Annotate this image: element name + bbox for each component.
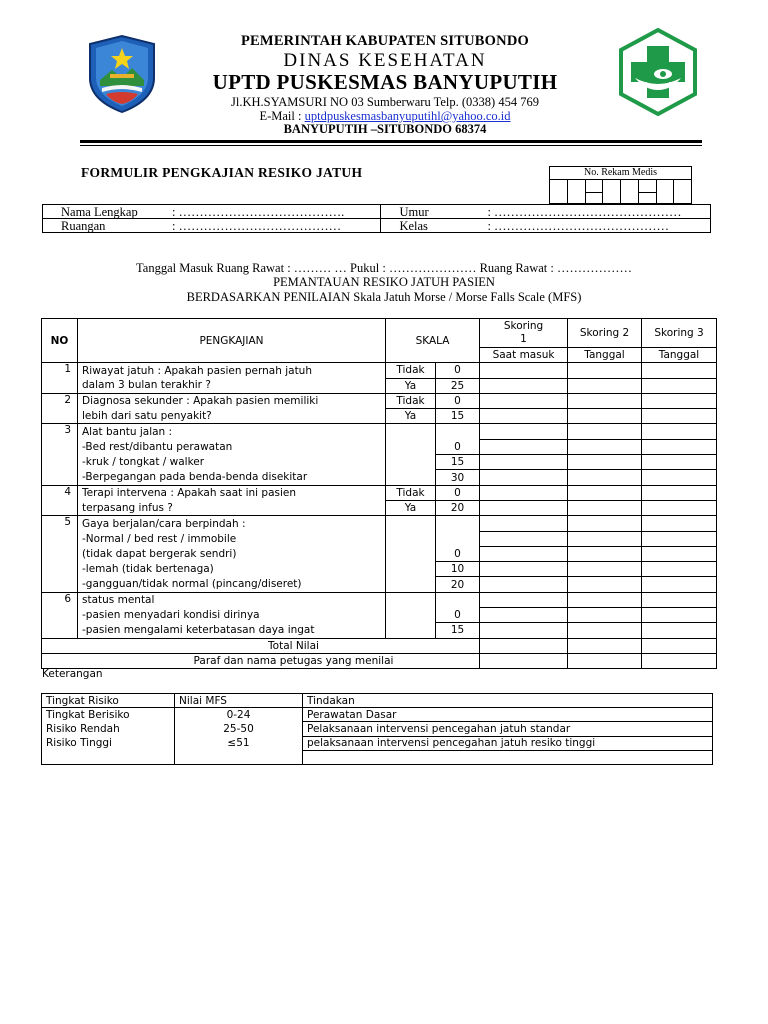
patient-name-value: : …………………………………. xyxy=(172,204,345,219)
email-link[interactable]: uptdpuskesmasbanyuputihl@yahoo.co.id xyxy=(304,109,511,123)
item-number: 4 xyxy=(42,485,78,516)
regency-crest-icon xyxy=(84,34,160,114)
signature-label: Paraf dan nama petugas yang menilai xyxy=(42,653,480,668)
score-cell[interactable] xyxy=(568,485,642,500)
score-cell[interactable] xyxy=(480,470,568,485)
table-row xyxy=(42,623,717,638)
scale-value: 30 xyxy=(436,470,480,485)
risk-level: Risiko Rendah xyxy=(42,722,175,736)
score-cell[interactable] xyxy=(642,562,717,577)
medical-record-digit[interactable] xyxy=(603,180,621,203)
scale-value: 20 xyxy=(436,577,480,592)
score-cell[interactable] xyxy=(642,470,717,485)
patient-age-field[interactable] xyxy=(381,205,711,219)
score-cell[interactable] xyxy=(480,500,568,515)
column-score-1-line-b: 1 xyxy=(520,333,527,345)
score-cell[interactable] xyxy=(568,500,642,515)
empty-cell xyxy=(42,750,175,764)
patient-class-value: : …………………………………… xyxy=(487,218,670,233)
item-number: 3 xyxy=(42,424,78,485)
option-label xyxy=(386,516,436,592)
score-cell[interactable] xyxy=(568,378,642,393)
scale-value: 15 xyxy=(436,455,480,470)
item-text: -Berpegangan pada benda-benda disekitar xyxy=(78,470,386,485)
table-row xyxy=(42,577,717,592)
risk-action: Perawatan Dasar xyxy=(303,708,713,722)
score-cell[interactable] xyxy=(642,577,717,592)
risk-level: Tingkat Berisiko xyxy=(42,708,175,722)
email-label: E-Mail : xyxy=(259,109,305,123)
empty-cell xyxy=(303,750,713,764)
monitoring-subtitle: BERDASARKAN PENILAIAN Skala Jatuh Morse / Morse Falls Scale (MFS) xyxy=(186,290,582,304)
medical-record-digit[interactable] xyxy=(568,180,586,203)
header-rule-thick xyxy=(80,140,702,143)
score-cell[interactable] xyxy=(480,562,568,577)
signature-cell[interactable] xyxy=(480,653,568,668)
option-label xyxy=(386,592,436,638)
score-cell[interactable] xyxy=(480,455,568,470)
total-cell[interactable] xyxy=(480,638,568,653)
item-text: dalam 3 bulan terakhir ? xyxy=(78,378,386,393)
table-row xyxy=(42,424,717,439)
score-cell[interactable] xyxy=(568,562,642,577)
item-number: 1 xyxy=(42,363,78,394)
medical-record-label: No. Rekam Medis xyxy=(550,167,691,180)
score-cell[interactable] xyxy=(480,623,568,638)
department-name: DINAS KESEHATAN xyxy=(283,50,487,71)
table-row xyxy=(42,470,717,485)
score-cell[interactable] xyxy=(568,623,642,638)
scale-value: 25 xyxy=(436,378,480,393)
option-label: Tidak xyxy=(386,393,436,408)
patient-room-label: Ruangan xyxy=(61,218,106,233)
item-text: -gangguan/tidak normal (pincang/diseret) xyxy=(78,577,386,592)
medical-record-digit[interactable] xyxy=(639,180,657,203)
table-row xyxy=(42,736,713,750)
score-cell[interactable] xyxy=(642,455,717,470)
total-cell[interactable] xyxy=(568,638,642,653)
item-text: -pasien mengalami keterbatasan daya ingat xyxy=(78,623,386,638)
score-cell[interactable] xyxy=(568,577,642,592)
total-row xyxy=(42,638,717,653)
item-text: -pasien menyadari kondisi dirinya xyxy=(78,608,386,623)
patient-age-label: Umur xyxy=(399,204,429,219)
score-cell[interactable] xyxy=(480,516,568,531)
scale-value: 0 xyxy=(436,608,480,623)
item-text: Alat bantu jalan : xyxy=(78,424,386,439)
item-text: Diagnosa sekunder : Apakah pasien memiliki xyxy=(78,393,386,408)
column-risk-level: Tingkat Risiko xyxy=(42,694,175,708)
table-row xyxy=(42,500,717,515)
patient-room-value: : ………………………………… xyxy=(172,218,342,233)
medical-record-digit[interactable] xyxy=(657,180,675,203)
column-assessment: PENGKAJIAN xyxy=(78,319,386,363)
signature-cell[interactable] xyxy=(568,653,642,668)
score-cell[interactable] xyxy=(642,439,717,454)
puskesmas-cross-icon xyxy=(613,28,703,116)
option-label: Tidak xyxy=(386,485,436,500)
option-label: Ya xyxy=(386,409,436,424)
mfs-value: 25-50 xyxy=(175,722,303,736)
table-header-row xyxy=(42,694,713,708)
score-cell[interactable] xyxy=(480,577,568,592)
sub-score-3: Tanggal xyxy=(642,348,717,363)
notes-label: Keterangan xyxy=(42,668,103,680)
scale-value xyxy=(436,424,480,439)
patient-name-label: Nama Lengkap xyxy=(61,204,138,219)
item-text: Terapi intervena : Apakah saat ini pasien xyxy=(78,485,386,500)
option-label: Ya xyxy=(386,500,436,515)
scale-value: 15 xyxy=(436,623,480,638)
medical-record-digit[interactable] xyxy=(550,180,568,203)
score-cell[interactable] xyxy=(642,393,717,408)
table-row xyxy=(42,516,717,531)
score-cell[interactable] xyxy=(568,470,642,485)
medical-record-number-box[interactable] xyxy=(549,166,692,204)
score-cell[interactable] xyxy=(642,592,717,607)
item-text: -lemah (tidak bertenaga) xyxy=(78,562,386,577)
score-cell[interactable] xyxy=(568,531,642,546)
table-row xyxy=(42,363,717,378)
signature-row xyxy=(42,653,717,668)
item-text: status mental xyxy=(78,592,386,607)
item-number: 6 xyxy=(42,592,78,638)
scale-value xyxy=(436,516,480,531)
item-text: terpasang infus ? xyxy=(78,500,386,515)
score-cell[interactable] xyxy=(642,516,717,531)
table-row xyxy=(42,592,717,607)
item-text: -kruk / tongkat / walker xyxy=(78,455,386,470)
column-action: Tindakan xyxy=(303,694,713,708)
table-row xyxy=(42,608,717,623)
column-score-3: Skoring 3 xyxy=(642,319,717,348)
total-cell[interactable] xyxy=(642,638,717,653)
government-name: PEMERINTAH KABUPATEN SITUBONDO xyxy=(241,33,529,49)
column-mfs-value: Nilai MFS xyxy=(175,694,303,708)
score-cell[interactable] xyxy=(480,485,568,500)
item-text: Gaya berjalan/cara berpindah : xyxy=(78,516,386,531)
score-cell[interactable] xyxy=(568,546,642,561)
table-row xyxy=(42,378,717,393)
patient-age-value: : ……………………………………… xyxy=(487,204,682,219)
item-text: lebih dari satu penyakit? xyxy=(78,409,386,424)
score-cell[interactable] xyxy=(480,409,568,424)
form-title: FORMULIR PENGKAJIAN RESIKO JATUH xyxy=(81,165,363,180)
score-cell[interactable] xyxy=(480,608,568,623)
risk-level-table xyxy=(41,693,713,765)
scale-value: 15 xyxy=(436,409,480,424)
score-cell[interactable] xyxy=(568,592,642,607)
medical-record-digit[interactable] xyxy=(674,180,691,203)
column-score-1-line-a: Skoring xyxy=(503,320,544,332)
table-row xyxy=(42,439,717,454)
sub-score-2: Tanggal xyxy=(568,348,642,363)
empty-cell xyxy=(175,750,303,764)
score-cell[interactable] xyxy=(480,592,568,607)
institution-address: Jl.KH.SYAMSURI NO 03 Sumberwaru Telp. (0338) 454 769 xyxy=(231,95,539,109)
table-row xyxy=(42,393,717,408)
table-row xyxy=(42,531,717,546)
score-cell[interactable] xyxy=(480,424,568,439)
column-scale: SKALA xyxy=(386,319,480,363)
score-cell[interactable] xyxy=(642,409,717,424)
scale-value: 0 xyxy=(436,363,480,378)
scale-value: 0 xyxy=(436,485,480,500)
patient-name-field[interactable] xyxy=(43,205,381,219)
scale-value xyxy=(436,531,480,546)
table-row xyxy=(42,485,717,500)
patient-class-label: Kelas xyxy=(399,218,428,233)
institution-city: BANYUPUTIH –SITUBONDO 68374 xyxy=(283,122,487,136)
risk-action: pelaksanaan intervensi pencegahan jatuh resiko tinggi xyxy=(303,736,713,750)
option-label xyxy=(386,424,436,485)
score-cell[interactable] xyxy=(642,424,717,439)
option-label: Tidak xyxy=(386,363,436,378)
risk-action: Pelaksanaan intervensi pencegahan jatuh standar xyxy=(303,722,713,736)
table-row xyxy=(42,562,717,577)
column-score-2: Skoring 2 xyxy=(568,319,642,348)
score-cell[interactable] xyxy=(642,500,717,515)
score-cell[interactable] xyxy=(642,531,717,546)
item-text: Riwayat jatuh : Apakah pasien pernah jatuh xyxy=(78,363,386,378)
scale-value xyxy=(436,592,480,607)
medical-record-digit[interactable] xyxy=(621,180,639,203)
score-cell[interactable] xyxy=(642,378,717,393)
admission-date-line: Tanggal Masuk Ruang Rawat : ……… … Pukul : ………………… Ruang Rawat : ……………… xyxy=(136,261,632,275)
score-cell[interactable] xyxy=(642,363,717,378)
table-row xyxy=(42,722,713,736)
item-text: -Normal / bed rest / immobile xyxy=(78,531,386,546)
item-number: 2 xyxy=(42,393,78,424)
scale-value: 20 xyxy=(436,500,480,515)
patient-room-field[interactable] xyxy=(43,219,381,233)
medical-record-digit[interactable] xyxy=(586,180,604,203)
risk-level: Risiko Tinggi xyxy=(42,736,175,750)
scale-value: 0 xyxy=(436,393,480,408)
total-label: Total Nilai xyxy=(42,638,480,653)
score-cell[interactable] xyxy=(642,546,717,561)
table-row xyxy=(42,546,717,561)
score-cell[interactable] xyxy=(480,546,568,561)
scale-value: 0 xyxy=(436,546,480,561)
score-cell[interactable] xyxy=(568,363,642,378)
option-label: Ya xyxy=(386,378,436,393)
sub-score-1: Saat masuk xyxy=(480,348,568,363)
table-row xyxy=(42,455,717,470)
score-cell[interactable] xyxy=(568,439,642,454)
score-cell[interactable] xyxy=(480,531,568,546)
column-no: NO xyxy=(42,319,78,363)
mfs-value: ≤51 xyxy=(175,736,303,750)
score-cell[interactable] xyxy=(568,608,642,623)
score-cell[interactable] xyxy=(642,623,717,638)
fall-risk-assessment-table xyxy=(41,318,717,669)
score-cell[interactable] xyxy=(568,516,642,531)
scale-value: 10 xyxy=(436,562,480,577)
score-cell[interactable] xyxy=(480,363,568,378)
item-text: -Bed rest/dibantu perawatan xyxy=(78,439,386,454)
score-cell[interactable] xyxy=(568,424,642,439)
monitoring-title: PEMANTAUAN RESIKO JATUH PASIEN xyxy=(273,275,495,289)
score-cell[interactable] xyxy=(568,455,642,470)
header-rule-thin xyxy=(80,145,702,146)
table-row xyxy=(42,708,713,722)
table-row xyxy=(42,409,717,424)
score-cell[interactable] xyxy=(568,393,642,408)
mfs-value: 0-24 xyxy=(175,708,303,722)
item-text: (tidak dapat bergerak sendri) xyxy=(78,546,386,561)
scale-value: 0 xyxy=(436,439,480,454)
patient-identity-table xyxy=(42,204,711,233)
score-cell[interactable] xyxy=(480,378,568,393)
score-cell[interactable] xyxy=(642,608,717,623)
score-cell[interactable] xyxy=(642,485,717,500)
table-row xyxy=(42,750,713,764)
score-cell[interactable] xyxy=(480,439,568,454)
item-number: 5 xyxy=(42,516,78,592)
score-cell[interactable] xyxy=(480,393,568,408)
score-cell[interactable] xyxy=(568,409,642,424)
column-score-1 xyxy=(480,319,568,348)
patient-class-field[interactable] xyxy=(381,219,711,233)
signature-cell[interactable] xyxy=(642,653,717,668)
institution-name: UPTD PUSKESMAS BANYUPUTIH xyxy=(212,70,558,94)
